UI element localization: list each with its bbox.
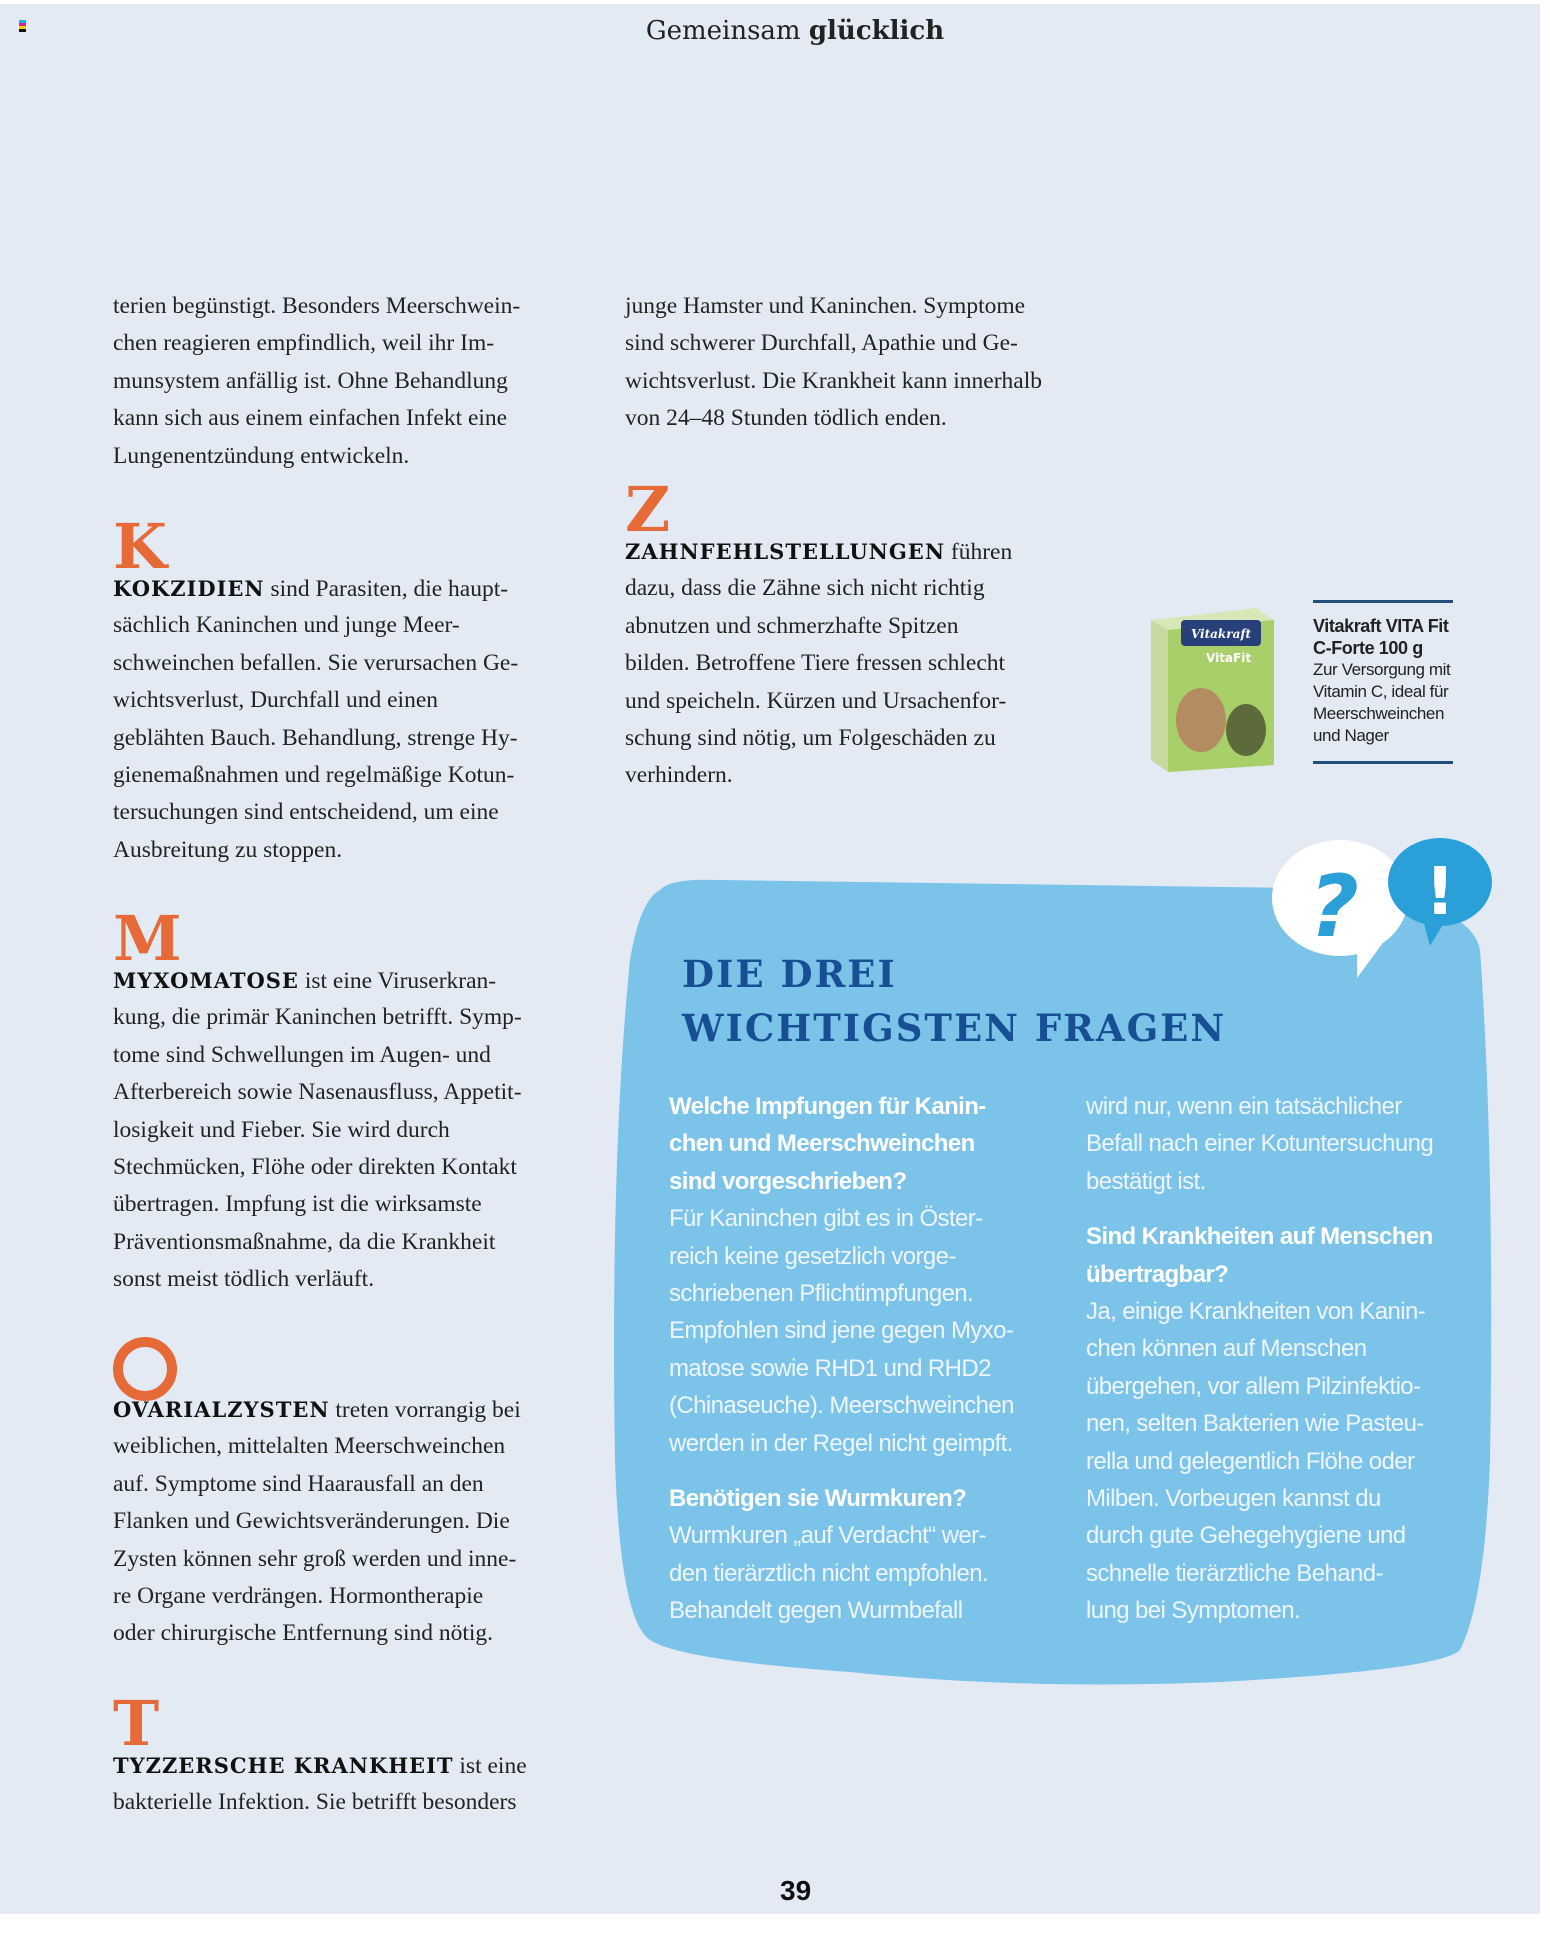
entry-text: treten vorrangig bei — [329, 1397, 521, 1423]
faq-answer-line: Ja, einige Krankheiten von Kanin- — [1086, 1297, 1426, 1325]
text-line: sind schwerer Durchfall, Apathie und Ge- — [625, 330, 1018, 357]
text-line — [625, 645, 1012, 682]
faq-answer-line: durch gute Gehegehygiene und — [1086, 1522, 1406, 1550]
entry-text: oder chirurgische Entfernung sind nötig. — [113, 1620, 494, 1647]
faq-answer-line: lung bei Symptomen. — [1086, 1597, 1301, 1625]
text-line — [113, 1578, 521, 1615]
text-line — [113, 1112, 522, 1149]
faq-answer-line: chen können auf Menschen — [1086, 1335, 1367, 1363]
entry-term: ZAHNFEHLSTELLUNGEN — [625, 539, 946, 564]
faq-title-line-1: DIE DREI — [682, 952, 897, 996]
text-line: chen reagieren empfindlich, weil ihr Im- — [113, 330, 495, 357]
faq-answer-line: Behandelt gegen Wurmbefall — [669, 1597, 963, 1625]
exclamation-bubble-icon — [1388, 838, 1492, 946]
faq-answer-line: bestätigt ist. — [1086, 1167, 1206, 1195]
faq-column-left — [669, 1088, 1014, 1629]
question-mark: ? — [1309, 857, 1359, 957]
left-intro-paragraph — [113, 288, 520, 475]
faq-question-line: Sind Krankheiten auf Menschen — [1086, 1223, 1433, 1251]
text-line — [113, 757, 518, 794]
product-name-line: C-Forte 100 g — [1313, 638, 1423, 658]
entry-text: verhindern. — [625, 762, 733, 789]
text-line: Lungenentzündung entwickeln. — [113, 442, 410, 469]
faq-column-right — [1086, 1088, 1433, 1629]
entry-kokzidien — [113, 570, 518, 869]
faq-answer-line: werden in der Regel nicht geimpft. — [669, 1429, 1013, 1457]
faq-answer-line: nen, selten Bakterien wie Pasteu- — [1086, 1410, 1424, 1438]
faq-answer-line: wird nur, wenn ein tatsächlicher — [1086, 1093, 1402, 1120]
text-line — [113, 570, 518, 607]
faq-answer-line: schnelle tierärztliche Behand- — [1086, 1559, 1383, 1587]
text-line — [113, 720, 518, 757]
text-line — [625, 608, 1012, 645]
entry-text: Präventionsmaßnahme, da die Krankheit — [113, 1228, 496, 1255]
entry-text: geblähten Bauch. Behandlung, strenge Hy- — [113, 724, 518, 751]
text-line — [113, 1391, 521, 1428]
spacer — [669, 1462, 1014, 1480]
pack-brand: Vitakraft — [1190, 627, 1252, 641]
entry-text: schweinchen befallen. Sie verursachen Ge- — [113, 649, 519, 676]
faq-question-line: chen und Meerschweinchen — [669, 1130, 975, 1158]
entry-text: tome sind Schwellungen im Augen- und — [113, 1041, 491, 1068]
entry-text: Zysten können sehr groß werden und inne- — [113, 1545, 517, 1572]
product-image-vitakraft — [1146, 600, 1276, 772]
entry-text: abnutzen und schmerzhafte Spitzen — [625, 612, 959, 639]
text-line — [113, 1466, 521, 1503]
entry-text: sind Parasiten, die haupt- — [264, 576, 509, 602]
text-line — [113, 1074, 522, 1111]
text-line: terien begünstigt. Besonders Meerschwein- — [113, 293, 521, 319]
product-desc-line: Meerschweinchen — [1313, 704, 1445, 723]
text-line: kann sich aus einem einfachen Infekt eine — [113, 405, 508, 432]
entry-text: kung, die primär Kaninchen betrifft. Symp- — [113, 1004, 522, 1031]
speech-bubbles — [1262, 836, 1498, 986]
product-rule-top — [1313, 600, 1453, 603]
entry-term: TYZZERSCHE KRANKHEIT — [113, 1753, 454, 1778]
entry-zahnfehlstellungen — [625, 533, 1012, 795]
entry-text: gienemaßnahmen und regelmäßige Kotun- — [113, 761, 515, 788]
faq-answer-line: reich keine gesetzlich vorge- — [669, 1242, 956, 1270]
entry-text: Flanken und Gewichtsveränderungen. Die — [113, 1508, 510, 1535]
faq-answer-line: Empfohlen sind jene gegen Myxo- — [669, 1317, 1014, 1345]
text-line — [113, 794, 518, 831]
text-line — [113, 1784, 527, 1821]
entry-text: und speicheln. Kürzen und Ursachenfor- — [625, 687, 1007, 714]
entry-text: auf. Symptome sind Haarausfall an den — [113, 1470, 484, 1497]
entry-text: Afterbereich sowie Nasenausfluss, Appetit- — [113, 1079, 522, 1106]
header-title-bold: glücklich — [808, 16, 945, 46]
header-title-light: Gemeinsam — [645, 16, 801, 46]
right-intro-paragraph — [625, 288, 1042, 438]
entry-term: OVARIALZYSTEN — [113, 1397, 330, 1422]
entry-ovarialzysten — [113, 1391, 521, 1653]
text-line — [625, 720, 1012, 757]
running-header — [0, 16, 1550, 46]
text-line: von 24–48 Stunden tödlich enden. — [625, 405, 947, 432]
text-line — [625, 683, 1012, 720]
entry-tyzzersche-krankheit — [113, 1747, 527, 1822]
entry-text: übertragen. Impfung ist die wirksamste — [113, 1191, 482, 1218]
text-line — [113, 1261, 522, 1298]
text-line — [113, 1503, 521, 1540]
faq-title-line-2: WICHTIGSTEN FRAGEN — [682, 1006, 1227, 1050]
entry-text: bakterielle Infektion. Sie betrifft besonders — [113, 1789, 517, 1816]
product-desc-line: Vitamin C, ideal für — [1313, 682, 1449, 701]
pack-line: VitaFit — [1206, 651, 1252, 665]
text-line — [113, 962, 522, 999]
product-desc-line: Zur Versorgung mit — [1313, 660, 1451, 679]
faq-question-line: übertragbar? — [1086, 1260, 1229, 1288]
entry-text: schung sind nötig, um Folgeschäden zu — [625, 724, 996, 751]
text-line: junge Hamster und Kaninchen. Symptome — [625, 293, 1026, 319]
faq-question-line: Benötigen sie Wurmkuren? — [669, 1484, 967, 1512]
text-line — [113, 1428, 521, 1465]
entry-text: bilden. Betroffene Tiere fressen schlecht — [625, 650, 1006, 677]
text-line — [113, 1615, 521, 1652]
text-line — [113, 607, 518, 644]
product-name — [1313, 615, 1453, 659]
entry-text: Ausbreitung zu stoppen. — [113, 836, 343, 863]
text-line — [113, 999, 522, 1036]
product-desc-line: und Nager — [1313, 726, 1389, 745]
text-line — [113, 1224, 522, 1261]
entry-text: dazu, dass die Zähne sich nicht richtig — [625, 575, 985, 602]
faq-question-line: sind vorgeschrieben? — [669, 1167, 907, 1195]
text-line — [625, 757, 1012, 794]
faq-answer-line: übergehen, vor allem Pilzinfektio- — [1086, 1372, 1421, 1400]
entry-term: KOKZIDIEN — [113, 576, 265, 601]
initial-letter-k: K — [113, 510, 167, 583]
entry-text: tersuchungen sind entscheidend, um eine — [113, 799, 499, 826]
text-line — [113, 1541, 521, 1578]
entry-text: sächlich Kaninchen und junge Meer- — [113, 612, 460, 639]
text-line — [113, 682, 518, 719]
text-line — [113, 1747, 527, 1784]
text-line: munsystem anfällig ist. Ohne Behandlung — [113, 367, 508, 394]
entry-text: re Organe verdrängen. Hormontherapie — [113, 1582, 484, 1609]
initial-letter-z: Z — [625, 473, 671, 546]
initial-letter-m: M — [113, 902, 182, 975]
entry-text: weiblichen, mittelalten Meerschweinchen — [113, 1433, 506, 1460]
product-rule-bottom — [1313, 761, 1453, 764]
question-bubble-icon — [1272, 840, 1408, 978]
entry-text: sonst meist tödlich verläuft. — [113, 1266, 375, 1293]
faq-answer-line: (Chinaseuche). Meerschweinchen — [669, 1392, 1014, 1420]
text-line — [113, 832, 518, 869]
entry-text: Stechmücken, Flöhe oder direkten Kontakt — [113, 1153, 517, 1180]
text-line — [625, 533, 1012, 570]
faq-answer-line: Milben. Vorbeugen kannst du — [1086, 1484, 1381, 1512]
entry-text: wichtsverlust, Durchfall und einen — [113, 687, 438, 714]
faq-answer-line: matose sowie RHD1 und RHD2 — [669, 1354, 991, 1382]
exclamation-mark: ! — [1424, 853, 1456, 930]
entry-text: losigkeit und Fieber. Sie wird durch — [113, 1116, 450, 1143]
text-line — [113, 645, 518, 682]
faq-question-line: Welche Impfungen für Kanin- — [669, 1093, 986, 1120]
entry-text: ist eine — [453, 1753, 527, 1779]
entry-text: führen — [945, 539, 1013, 565]
product-name-line: Vitakraft VITA Fit — [1313, 616, 1449, 636]
faq-answer-line: den tierärztlich nicht empfohlen. — [669, 1559, 989, 1587]
faq-answer-line: schriebenen Pflichtimpfungen. — [669, 1279, 974, 1307]
entry-text: ist eine Viruserkran- — [298, 968, 497, 994]
text-line — [113, 1186, 522, 1223]
text-line: wichtsverlust. Die Krankheit kann innerhalb — [625, 367, 1043, 394]
faq-answer-line: rella und gelegentlich Flöhe oder — [1086, 1447, 1415, 1475]
faq-answer-line: Für Kaninchen gibt es in Öster- — [669, 1205, 983, 1233]
text-line — [113, 1037, 522, 1074]
initial-letter-t: T — [113, 1687, 160, 1760]
entry-term: MYXOMATOSE — [113, 968, 299, 993]
product-description — [1313, 659, 1453, 747]
entry-myxomatose — [113, 962, 522, 1299]
text-line — [625, 570, 1012, 607]
page-number: 39 — [780, 1875, 812, 1906]
faq-answer-line: Wurmkuren „auf Verdacht“ wer- — [669, 1522, 986, 1550]
text-line — [113, 1149, 522, 1186]
product-info — [1313, 600, 1453, 764]
faq-answer-line: Befall nach einer Kotuntersuchung — [1086, 1130, 1434, 1158]
spacer — [1086, 1200, 1433, 1218]
